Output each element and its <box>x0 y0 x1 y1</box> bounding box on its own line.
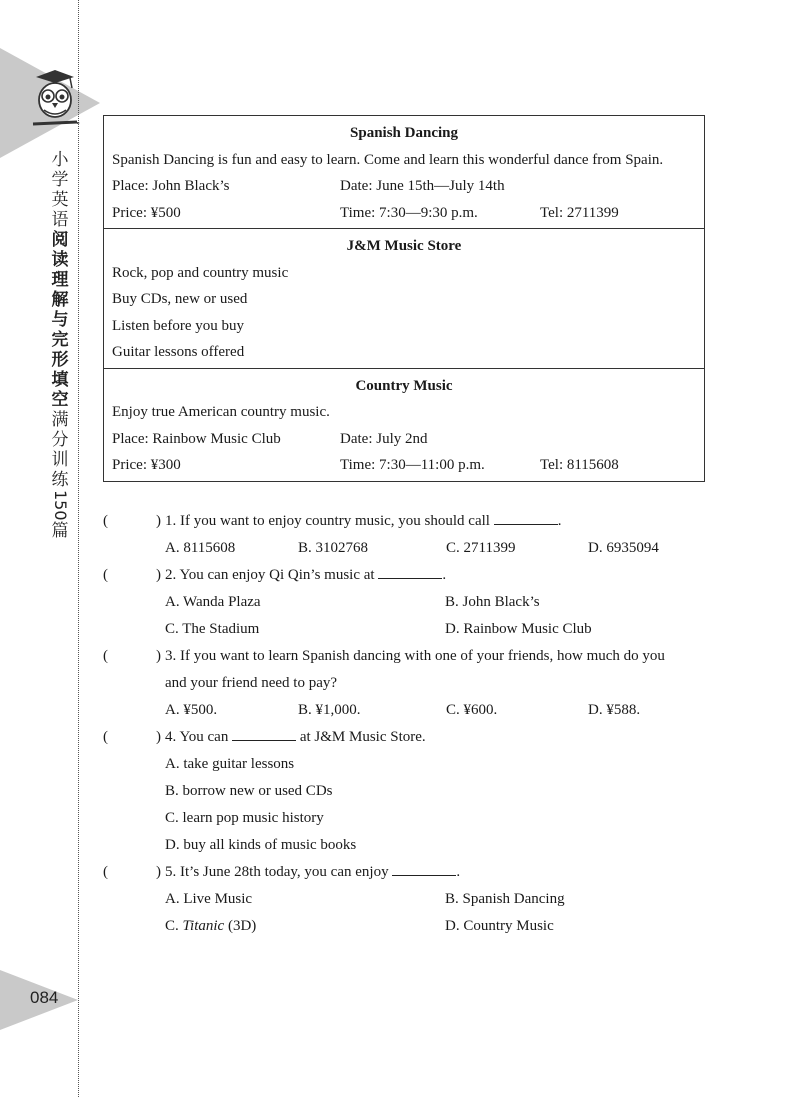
ad-line: Rock, pop and country music <box>112 264 289 281</box>
option-c: C. learn pop music history <box>165 810 324 826</box>
owl-mascot-icon <box>30 68 80 130</box>
question-stem: 3. If you want to learn Spanish dancing with one of your friends, how much do you <box>165 648 665 664</box>
options-row <box>103 913 706 940</box>
option-a: A. ¥500. <box>165 702 218 718</box>
title-char: 训 <box>51 450 69 470</box>
answer-blank <box>392 861 456 876</box>
question-stem: 5. It’s June 28th today, you can enjoy . <box>165 859 706 886</box>
option-d: D. 6935094 <box>588 540 659 556</box>
ad-description: Spanish Dancing is fun and easy to learn. Come and learn this wonderful dance from Spain. <box>112 151 664 168</box>
ad-date: Date: June 15th—July 14th <box>340 178 505 194</box>
ads-table <box>103 115 705 482</box>
ad-tel: Tel: 2711399 <box>540 204 619 221</box>
title-char: 空 <box>51 390 69 410</box>
ad-country-music <box>104 368 704 481</box>
option-d: D. Country Music <box>445 918 554 934</box>
ad-jm-music-store <box>104 228 704 368</box>
question-stem: 1. If you want to enjoy country music, you should call . <box>165 508 706 535</box>
title-char: 解 <box>51 290 69 310</box>
ad-date: Date: July 2nd <box>340 430 428 447</box>
option-a: A. Wanda Plaza <box>165 594 261 610</box>
question-stem: 2. You can enjoy Qi Qin’s music at . <box>165 562 706 589</box>
book-title-vertical <box>48 150 72 541</box>
options-row <box>103 616 706 643</box>
question-5 <box>103 859 706 940</box>
question-4 <box>103 724 706 859</box>
option-c: C. ¥600. <box>446 702 498 718</box>
option-a: A. 8115608 <box>165 540 236 556</box>
questions-section <box>103 508 706 940</box>
title-char: 阅 <box>51 230 69 250</box>
answer-bracket[interactable]: ( ) <box>103 648 161 664</box>
ad-tel: Tel: 8115608 <box>540 457 619 473</box>
title-char: 满 <box>51 410 69 430</box>
title-char: 读 <box>51 250 69 270</box>
title-char: 语 <box>51 210 69 230</box>
title-char: 练 <box>51 470 69 490</box>
ad-line: Guitar lessons offered <box>112 344 245 360</box>
ad-title: J&M Music Store <box>346 238 462 254</box>
option-a: A. Live Music <box>165 891 253 907</box>
answer-bracket[interactable]: ( ) <box>103 567 161 583</box>
page-number: 084 <box>30 988 59 1007</box>
option-b: B. ¥1,000. <box>298 702 361 718</box>
answer-bracket[interactable]: ( ) <box>103 513 161 529</box>
title-char: 完 <box>51 330 69 350</box>
question-1 <box>103 508 706 562</box>
answer-blank <box>378 564 442 579</box>
options-row <box>103 589 706 616</box>
ad-place: Place: John Black’s <box>112 178 230 194</box>
ad-line: Buy CDs, new or used <box>112 291 248 307</box>
options-row <box>103 886 706 913</box>
ad-description: Enjoy true American country music. <box>112 404 330 420</box>
option-c: C. The Stadium <box>165 621 260 637</box>
ad-price: Price: ¥300 <box>112 457 181 473</box>
title-char: 与 <box>51 310 69 330</box>
question-stem-continued: and your friend need to pay? <box>165 675 338 691</box>
option-b: B. 3102768 <box>298 540 369 556</box>
question-3 <box>103 643 706 724</box>
title-char: 形 <box>51 350 69 370</box>
answer-bracket[interactable]: ( ) <box>103 864 161 880</box>
title-char: 小 <box>51 150 69 170</box>
option-d: D. ¥588. <box>588 702 641 718</box>
title-char: 理 <box>51 270 69 290</box>
question-2 <box>103 562 706 643</box>
title-char: 填 <box>51 370 69 390</box>
ad-time: Time: 7:30—9:30 p.m. <box>340 204 478 221</box>
option-d: D. buy all kinds of music books <box>165 837 357 853</box>
title-char: 分 <box>51 430 69 450</box>
option-a: A. take guitar lessons <box>165 756 295 772</box>
answer-blank <box>494 510 558 525</box>
ad-time: Time: 7:30—11:00 p.m. <box>340 457 485 473</box>
title-char: 学 <box>51 170 69 190</box>
answer-blank <box>232 726 296 741</box>
ad-title: Country Music <box>355 377 453 394</box>
ad-place: Place: Rainbow Music Club <box>112 430 281 447</box>
question-stem: 4. You can at J&M Music Store. <box>165 724 706 751</box>
ad-spanish-dancing <box>104 116 704 228</box>
option-c: C. Titanic (3D) <box>165 918 257 934</box>
ad-title: Spanish Dancing <box>350 125 458 141</box>
option-c: C. 2711399 <box>446 540 516 556</box>
options-row <box>103 697 706 724</box>
answer-bracket[interactable]: ( ) <box>103 729 161 745</box>
options-row <box>103 535 706 562</box>
binding-dotted-line <box>78 0 79 1097</box>
title-char: 150 <box>51 490 70 521</box>
ad-price: Price: ¥500 <box>112 204 181 221</box>
option-d: D. Rainbow Music Club <box>445 621 592 637</box>
title-char: 篇 <box>51 520 69 541</box>
option-b: B. John Black’s <box>445 594 540 610</box>
title-char: 英 <box>51 190 69 210</box>
option-b: B. borrow new or used CDs <box>165 783 333 799</box>
option-b: B. Spanish Dancing <box>445 891 565 907</box>
ad-line: Listen before you buy <box>112 317 245 334</box>
